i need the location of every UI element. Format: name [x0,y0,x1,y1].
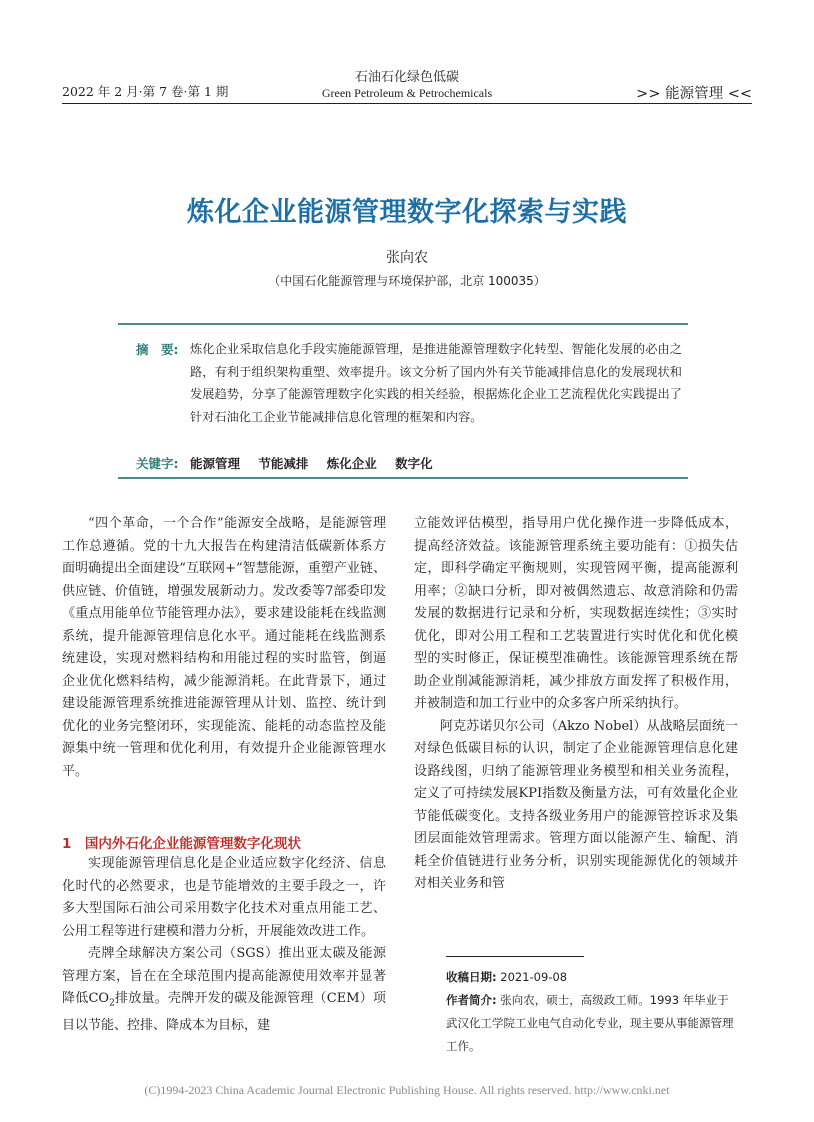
section-heading: 1 国内外石化企业能源管理数字化现状 [62,836,301,852]
author-affiliation: （中国石化能源管理与环境保护部，北京 100035） [268,274,546,288]
keyword: 节能减排 [258,456,309,471]
author-bio: 作者简介: 张向农，硕士，高级政工师。1993 年毕业于武汉化工学院工业电气自动化专业，现主要从事能源管理工作。 [446,993,734,1053]
abstract-top-rule [118,323,688,325]
keyword: 炼化企业 [326,456,377,471]
keyword: 数字化 [395,456,433,471]
abstract-bottom-rule [118,477,688,479]
issue-info: 2022 年 2 月·第 7 卷·第 1 期 [62,84,229,99]
right-column [414,513,738,896]
received-date: 收稿日期: 2021-09-08 [446,970,568,984]
footnote [446,966,740,1058]
footnote-divider [446,956,584,957]
body-paragraph: 壳牌全球解决方案公司（SGS）推出亚太碳及能源管理方案，旨在在全球范围内提高能源使用效率并显著降低$CO_2$排放量。壳牌开发的碳及能源管理（CEM）项目以节能、控排、降成本为目标，建 [62,946,386,1034]
copyright-notice: (C)1994-2023 China Academic Journal Electronic Publishing House. All rights reserved. http://www.cnki.net [144,1083,670,1097]
keywords-label: 关键字: [136,456,179,471]
subscript: 2 [109,998,115,1009]
keywords-list [190,454,447,472]
abstract-label: 摘 要: [136,342,179,357]
section1-body [62,853,386,1038]
abstract-text: 炼化企业采取信息化手段实施能源管理，是推进能源管理数字化转型、智能化发展的必由之路，有利于组织架构重塑、效率提升。该文分析了国内外有关节能减排信息化的发展现状和发展趋势，分享了能源管理数字化实践的相关经验，根据炼化企业工艺流程优化实践提出了针对石油化工企业节能减排信息化管理的框架和内容。 [190,342,682,424]
keyword: 能源管理 [190,456,241,471]
intro-paragraph: “四个革命，一个合作”能源安全战略，是能源管理工作总遵循。党的十九大报告在构建清洁低碳新体系方面明确提出全面建设“互联网+”智慧能源，重塑产业链、供应链、价值链，增强发展新动力。发改委等7部委印发《重点用能单位节能管理办法》，要求建设能耗在线监测系统，提升能源管理信息化水平。通过能耗在线监测系统建设，实现对燃料结构和用能过程的实时监管，倒逼企业优化燃料结构，减少能源消耗。在此背景下，通过建设能源管理系统推进能源管理从计划、监控、统计到优化的业务完整闭环，实现能流、能耗的动态监控及能源集中统一管理和优化利用，有效提升企业能源管理水平。 [62,516,386,779]
body-paragraph: 阿克苏诺贝尔公司（Akzo Nobel）从战略层面统一对绿色低碳目标的认识，制定了企业能源管理信息化建设路线图，归纳了能源管理业务模型和相关业务流程，定义了可持续发展KPI指数及衡量方法，可有效量化企业节能低碳变化。支持各级业务用户的能源管控诉求及集团层面能效管理需求。管理方面以能源产生、输配、消耗全价值链进行业务分析，识别实现能源优化的领域并对相关业务和管 [414,718,738,891]
header-divider [62,103,752,104]
body-paragraph: 立能效评估模型，指导用户优化操作进一步降低成本，提高经济效益。该能源管理系统主要功能有：①损失估定，即科学确定平衡规则，实现管网平衡，提高能源利用率；②缺口分析，即对被偶然遗忘、故意消除和仍需发展的数据进行记录和分析，实现数据连续性；③实时优化，即对公用工程和工艺装置进行实时优化和优化模型的实时修正，保证模型准确性。该能源管理系统在帮助企业削减能源消耗，减少排放方面发挥了积极作用，并被制造和加工行业中的众多客户所采纳执行。 [414,516,738,711]
article-title: 炼化企业能源管理数字化探索与实践 [187,197,627,228]
journal-name-en: Green Petroleum & Petrochemicals [321,86,493,100]
left-column [62,513,386,783]
author-name: 张向农 [386,250,428,266]
body-paragraph: 实现能源管理信息化是企业适应数字化经济、信息化时代的必然要求，也是节能增效的主要手段之一，许多大型国际石油公司采用数字化技术对重点用能工艺、公用工程等进行建模和潜力分析，开展能效改进工作。 [62,856,386,939]
journal-name-cn: 石油石化绿色低碳 [354,70,459,85]
section-tag: >> 能源管理 << [636,86,752,102]
